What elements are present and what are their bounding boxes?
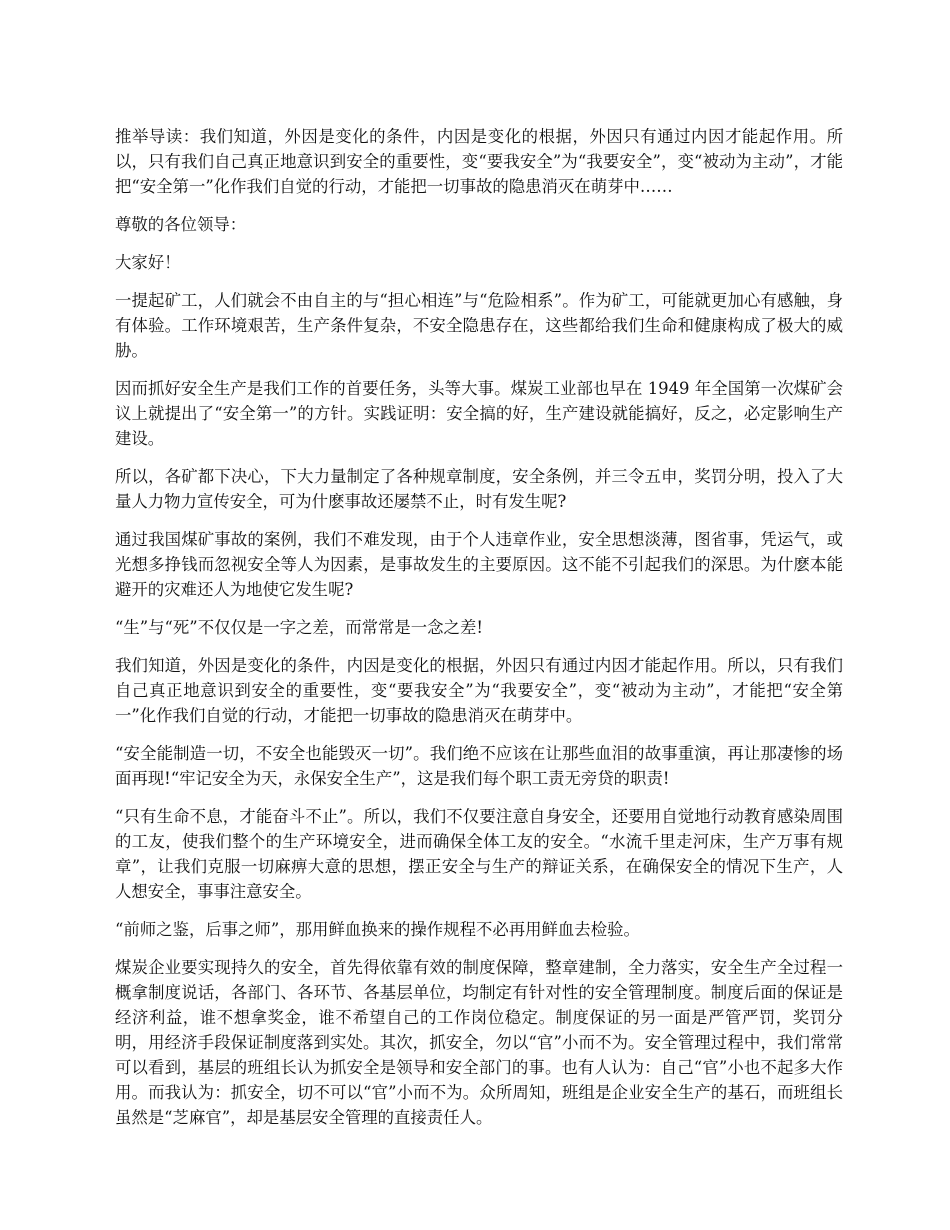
body-paragraph: 我们知道，外因是变化的条件，内因是变化的根据，外因只有通过内因才能起作用。所以，只有我们自己真正地意识到安全的重要性，变“要我安全”为“我要安全”，变“被动为主动”，才能把“安全第一”化作我们自觉的行动，才能把一切事故的隐患消灭在萌芽中。 [115,656,843,725]
body-paragraph: 煤炭企业要实现持久的安全，首先得依靠有效的制度保障，整章建制，全力落实，安全生产全过程一概拿制度说话，各部门、各环节、各基层单位，均制定有针对性的安全管理制度。制度后面的保证是经济利益，谁不想拿奖金，谁不希望自己的工作岗位稳定。制度保证的另一面是严管严罚，奖罚分明，用经济手段保证制度落到实处。其次，抓安全，勿以“官”小而不为。安全管理过程中，我们常常可以看到，基层的班组长认为抓安全是领导和安全部门的事。也有人认为：自己“官”小也不起多大作用。而我认为：抓安全，切不可以“官”小而不为。众所周知，班组是企业安全生产的基石，而班组长虽然是“芝麻官”，却是基层安全管理的直接责任人。 [115,958,843,1127]
salutation: 尊敬的各位领导： [115,215,247,234]
body-paragraph: “前师之鉴，后事之师”，那用鲜血换来的操作规程不必再用鲜血去检验。 [115,920,640,939]
body-paragraph: “安全能制造一切，不安全也能毁灭一切”。我们绝不应该在让那些血泪的故事重演，再让那凄惨的场面再现!“牢记安全为天，永保安全生产”，这是我们每个职工责无旁贷的职责! [115,744,843,788]
body-paragraph: 因而抓好安全生产是我们工作的首要任务，头等大事。煤炭工业部也早在 1949 年全国第一次煤矿会议上就提出了“安全第一”的方针。实践证明：安全搞的好，生产建设就能搞好，反之，必定影响生产建设。 [115,379,843,448]
document-page [115,124,843,1143]
greeting: 大家好！ [115,253,181,272]
body-paragraph: 所以，各矿都下决心，下大力量制定了各种规章制度，安全条例，并三令五申，奖罚分明，投入了大量人力物力宣传安全，可为什麽事故还屡禁不止，时有发生呢? [115,467,843,511]
body-paragraph: “只有生命不息，才能奋斗不止”。所以，我们不仅要注意自身安全，还要用自觉地行动教育感染周围的工友，使我们整个的生产环境安全，进而确保全体工友的安全。“水流千里走河床，生产万事有规章”，让我们克服一切麻痹大意的思想，摆正安全与生产的辩证关系，在确保安全的情况下生产，人人想安全，事事注意安全。 [115,807,843,901]
body-paragraph: 一提起矿工，人们就会不由自主的与“担心相连”与“危险相系”。作为矿工，可能就更加心有感触，身有体验。工作环境艰苦，生产条件复杂，不安全隐患存在，这些都给我们生命和健康构成了极大的威胁。 [115,291,843,360]
body-paragraph: “生”与“死”不仅仅是一字之差，而常常是一念之差! [115,618,483,637]
body-paragraph: 通过我国煤矿事故的案例，我们不难发现，由于个人违章作业，安全思想淡薄，图省事，凭运气，或光想多挣钱而忽视安全等人为因素，是事故发生的主要原因。这不能不引起我们的深思。为什麽本能避开的灾难还人为地使它发生呢? [115,530,843,599]
intro-paragraph: 推举导读：我们知道，外因是变化的条件，内因是变化的根据，外因只有通过内因才能起作用。所以，只有我们自己真正地意识到安全的重要性，变“要我安全”为“我要安全”，变“被动为主动”，才能把“安全第一”化作我们自觉的行动，才能把一切事故的隐患消灭在萌芽中…… [115,127,843,196]
